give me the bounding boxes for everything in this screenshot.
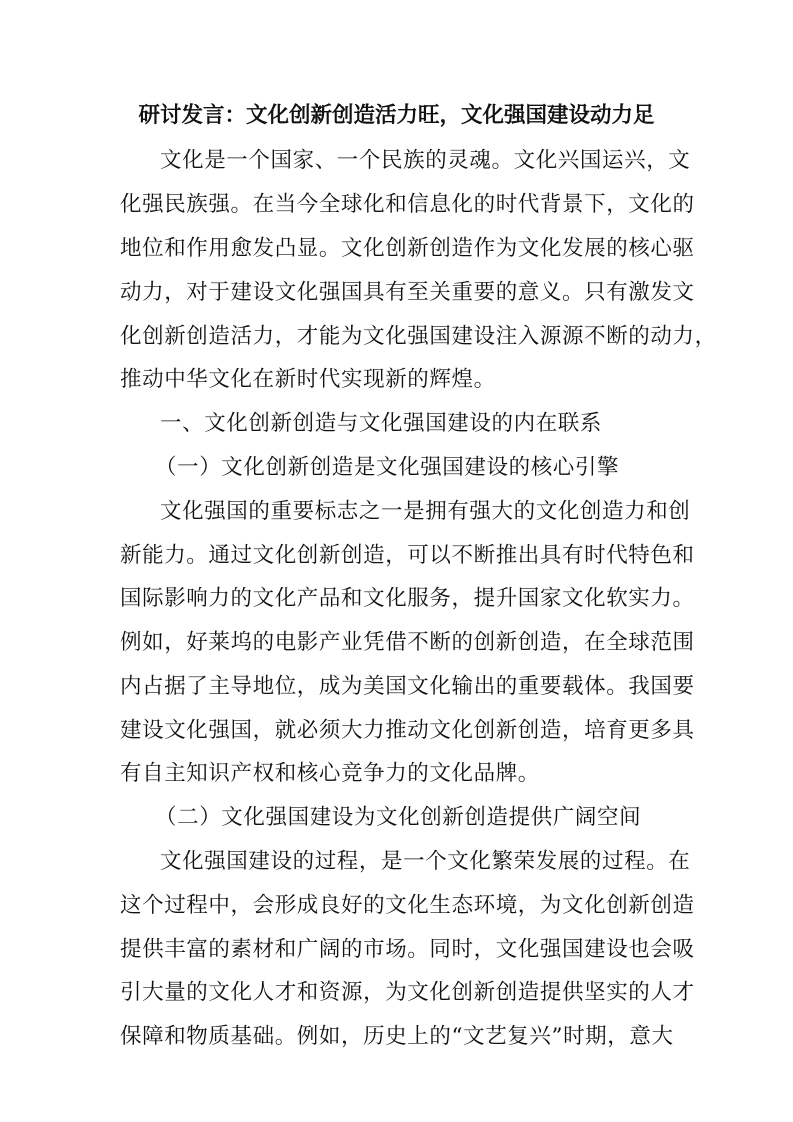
paragraph-line: 新能力。通过文化创新创造，可以不断推出具有时代特色和 bbox=[120, 543, 695, 568]
paragraph-line: 国际影响力的文化产品和文化服务，提升国家文化软实力。 bbox=[120, 586, 695, 611]
paragraph-line: 地位和作用愈发凸显。文化创新创造作为文化发展的核心驱 bbox=[120, 236, 695, 261]
paragraph-line: 有自主知识产权和核心竞争力的文化品牌。 bbox=[120, 761, 540, 786]
paragraph-line: 建设文化强国，就必须大力推动文化创新创造，培育更多具 bbox=[120, 718, 695, 743]
subsection-heading: （二）文化强国建设为文化创新创造提供广阔空间 bbox=[155, 805, 642, 830]
document-title: 研讨发言：文化创新创造活力旺，文化强国建设动力足 bbox=[138, 103, 655, 128]
paragraph-line: 化强民族强。在当今全球化和信息化的时代背景下，文化的 bbox=[120, 192, 695, 217]
paragraph-line: 化创新创造活力，才能为文化强国建设注入源源不断的动力， bbox=[120, 324, 717, 349]
paragraph-line: 这个过程中，会形成良好的文化生态环境，为文化创新创造 bbox=[120, 893, 695, 918]
paragraph-line: 内占据了主导地位，成为美国文化输出的重要载体。我国要 bbox=[120, 674, 695, 699]
subsection-heading: （一）文化创新创造是文化强国建设的核心引擎 bbox=[155, 455, 620, 480]
paragraph-line: 动力，对于建设文化强国具有至关重要的意义。只有激发文 bbox=[120, 280, 695, 305]
paragraph-line: 提供丰富的素材和广阔的市场。同时，文化强国建设也会吸 bbox=[120, 937, 695, 962]
paragraph-line: 文化强国建设的过程，是一个文化繁荣发展的过程。在 bbox=[160, 849, 691, 874]
paragraph-line: 例如，好莱坞的电影产业凭借不断的创新创造，在全球范围 bbox=[120, 630, 695, 655]
paragraph-line: 引大量的文化人才和资源，为文化创新创造提供坚实的人才 bbox=[120, 980, 695, 1005]
paragraph-line: 文化强国的重要标志之一是拥有强大的文化创造力和创 bbox=[160, 499, 691, 524]
section-heading: 一、文化创新创造与文化强国建设的内在联系 bbox=[160, 411, 603, 436]
paragraph-line: 文化是一个国家、一个民族的灵魂。文化兴国运兴，文 bbox=[160, 148, 691, 173]
paragraph-line: 保障和物质基础。例如，历史上的“文艺复兴”时期，意大 bbox=[120, 1024, 674, 1049]
paragraph-line: 推动中华文化在新时代实现新的辉煌。 bbox=[120, 367, 496, 392]
